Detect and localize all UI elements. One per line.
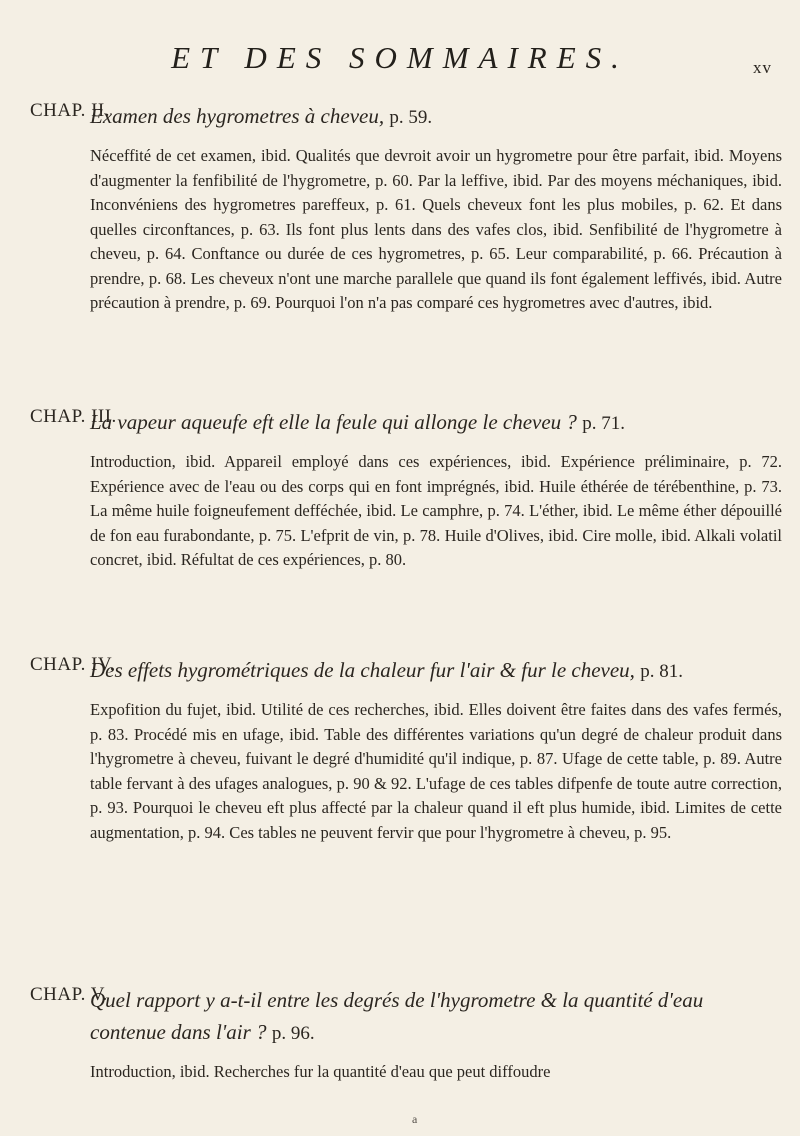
- signature-mark: a: [412, 1112, 418, 1126]
- chapter-label: CHAP. III.: [30, 406, 117, 427]
- chapter-5: [30, 984, 782, 1085]
- chapter-label: CHAP. IV.: [30, 654, 115, 675]
- chapter-summary: [90, 698, 782, 845]
- chapter-title: [90, 654, 782, 688]
- chapter-title-text: Quel rapport y a-t-il entre les degrés de l'hygrometre & la quantité d'eau contenue dans l'air ?: [90, 988, 704, 1044]
- chapter-4: [30, 654, 782, 845]
- chapter-title-text: Des effets hygrométriques de la chaleur fur l'air & fur le cheveu,: [90, 658, 635, 682]
- chapter-2: [30, 100, 782, 316]
- chapter-title-text: La vapeur aqueufe eft elle la feule qui allonge le cheveu ?: [90, 410, 577, 434]
- chapter-page-ref: p. 59.: [389, 107, 433, 128]
- chapter-page-ref: p. 81.: [640, 661, 683, 682]
- chapter-3: [30, 406, 782, 573]
- chapter-summary-text: Expofition du fujet, ibid. Utilité de ces recherches, ibid. Elles doivent être faites dans des vafes fermés, p. 83. Procédé mis en ufage, ibid. Table des différentes variations qu'un degré de chaleur produit dans l'hygrometre à cheveu, fuivant le degré d'humidité qu'il indique, p. 87. Ufage de cette table, p. 89. Autre table fervant à des ufages analogues, p. 90 & 92. L'ufage de ces tables difpenfe de toute autre correction, p. 93. Pourquoi le cheveu eft plus affecté par la chaleur quand il eft plus humide, ibid. Limites de cette augmentation, p. 94. Ces tables ne peuvent fervir que pour l'hygrometre à cheveu, p. 95.: [90, 700, 782, 842]
- chapter-title: [90, 406, 782, 440]
- chapter-summary: [90, 450, 782, 573]
- chapter-summary-text: Introduction, ibid. Recherches fur la quantité d'eau que peut diffoudre: [90, 1062, 551, 1081]
- chapter-summary: [90, 144, 782, 316]
- page-number: xv: [753, 58, 772, 77]
- chapter-summary: [90, 1060, 782, 1085]
- chapter-label: CHAP. V.: [30, 984, 108, 1005]
- chapter-label: CHAP. II.: [30, 100, 110, 121]
- chapter-page-ref: p. 96.: [271, 1023, 315, 1044]
- running-head: ET DES SOMMAIRES.: [171, 40, 629, 75]
- chapter-summary-text: Introduction, ibid. Appareil employé dans ces expériences, ibid. Expérience préliminaire, p. 72. Expérience avec de l'eau ou des corps qui en font imprégnés, ibid. Huile éthérée de térébenthine, p. 73. La même huile foigneufement defféchée, ibid. Le camphre, p. 74. L'éther, ibid. Le même éther dépouillé de fon eau furabondante, p. 75. L'efprit de vin, p. 78. Huile d'Olives, ibid. Cire molle, ibid. Alkali volatil concret, ibid. Réfultat de ces expériences, p. 80.: [90, 452, 782, 569]
- chapter-summary-text: Néceffité de cet examen, ibid. Qualités que devroit avoir un hygrometre pour être parfait, ibid. Moyens d'augmenter la fenfibilité de l'hygrometre, p. 60. Par la leffive, ibid. Par des moyens méchaniques, ibid. Inconvéniens des hygrometres pareffeux, p. 61. Quels cheveux font les plus mobiles, p. 62. Et dans quelles circonftances, p. 63. Ils font plus lents dans des vafes clos, ibid. Senfibilité de l'hygrometre à cheveu, p. 64. Conftance ou durée de ces hygrometres, p. 65. Leur comparabilité, p. 66. Précaution à prendre, p. 68. Les cheveux n'ont une marche parallele que quand ils font également leffivés, ibid. Autre précaution à prendre, p. 69. Pourquoi l'on n'a pas comparé ces hygrometres avec d'autres, ibid.: [90, 146, 782, 312]
- chapter-title: [90, 100, 782, 134]
- chapter-page-ref: p. 71.: [582, 413, 625, 434]
- chapter-title-text: Examen des hygrometres à cheveu,: [90, 104, 385, 128]
- chapter-title: [90, 984, 782, 1050]
